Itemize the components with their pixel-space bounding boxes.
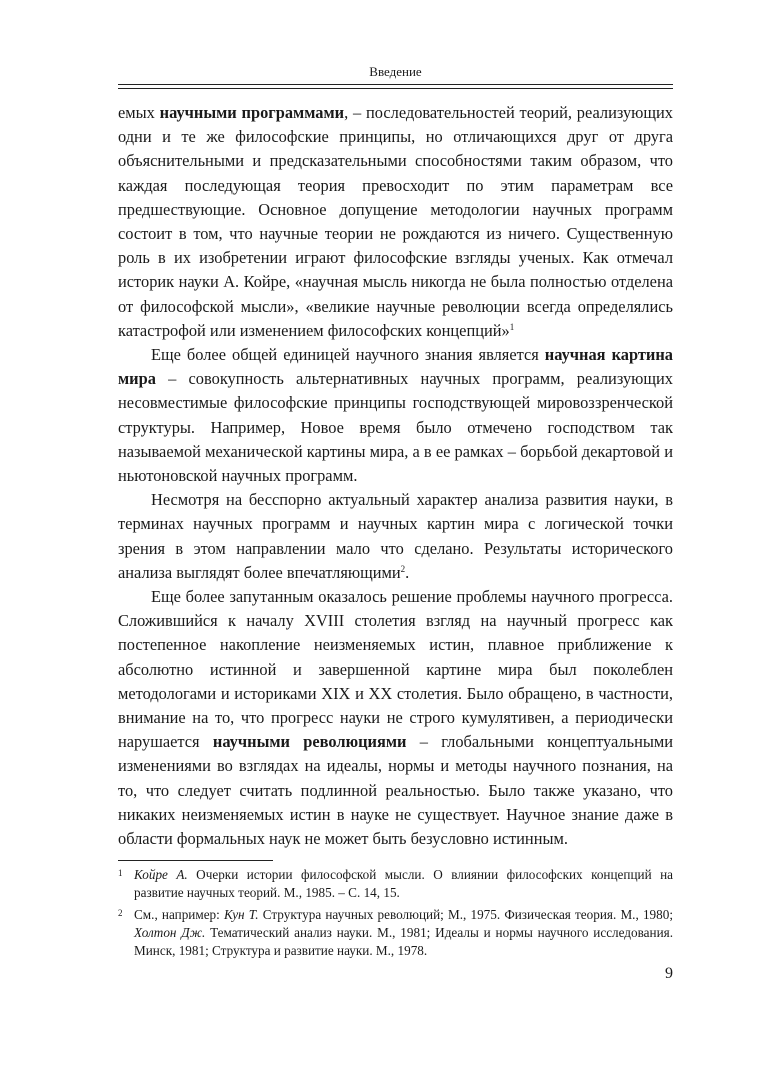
- author-name: Кун Т.: [224, 907, 259, 922]
- text-run: Еще более запутанным оказалось решение проблемы научного прогресса. Сложившийся к началу XVIII столетия взгляд на научный прогресс как постепенное накопление неизменяемых истин, плавное приближение к абсолютно истинной и завершенной картине мира был поколеблен методологами и историками XIX и XX столетия. Было обращено, в частности, внимание на то, что прогресс науки не строго кумулятивен, а периодически нарушается: [118, 587, 673, 752]
- footnotes: [118, 866, 673, 964]
- bold-term: научными революциями: [212, 732, 407, 752]
- paragraph: [118, 585, 673, 851]
- text-run: – глобальными концептуальными изменениями во взглядах на идеалы, нормы и методы научного познания, на то, что следует считать подлинной реальностью. Было также указано, что никаких неизменяемых истин в науке не существует. Научное знание даже в области формальных наук не может быть безусловно истинным.: [118, 732, 674, 849]
- running-header: Введение: [369, 64, 422, 79]
- footnote-ref: 2: [400, 563, 406, 574]
- bold-term: научная картина мира: [118, 345, 673, 389]
- footnote-number: 2: [118, 908, 123, 918]
- header-rule-top: [118, 84, 673, 85]
- text-run: .: [405, 562, 410, 582]
- text-run: Тематический анализ науки. М., 1981; Идеалы и нормы научного исследования. Минск, 1981; Структура и развитие науки. М., 1978.: [134, 925, 673, 958]
- footnote-separator: [118, 860, 273, 861]
- text-run: емых: [118, 103, 160, 122]
- footnote-number: 1: [118, 868, 123, 878]
- text-run: Структура научных революций; М., 1975. Физическая теория. М., 1980;: [258, 907, 673, 922]
- text-run: – совокупность альтернативных научных программ, реализующих несовместимые философские принципы господствующей мировоззренческой структуры. Например, Новое время было отмечено господством так называемой механической картины мира, а в ее рамках – борьбой декартовой и ньютоновской научных программ.: [118, 369, 673, 486]
- footnote-ref: 1: [509, 321, 515, 332]
- author-name: Койре А.: [134, 867, 188, 882]
- paragraph: [118, 343, 673, 488]
- author-name: Холтон Дж.: [134, 925, 206, 940]
- paragraph: [118, 101, 673, 343]
- text-run: См., например:: [134, 907, 224, 922]
- page-number: 9: [665, 965, 673, 982]
- footnote: [118, 906, 673, 960]
- bold-term: научными программами: [159, 103, 345, 122]
- text-run: Еще более общей единицей научного знания является: [151, 345, 545, 365]
- text-run: Несмотря на бесспорно актуальный характер анализа развития науки, в терминах научных программ и научных картин мира с логической точки зрения в этом направлении мало что сделано. Результаты исторического анализа выглядят более впечатляющими: [118, 490, 673, 582]
- main-text: [118, 101, 673, 851]
- text-run: Очерки истории философской мысли. О влиянии философских концепций на развитие научных теорий. М., 1985. – С. 14, 15.: [134, 867, 673, 900]
- paragraph: [118, 488, 673, 585]
- text-run: , – последовательностей теорий, реализующих одни и те же философские принципы, но отличающихся друг от друга объяснительными и предсказательными способностями таким образом, что каждая последующая теория превосходит по этим параметрам все предшествующие. Основное допущение методологии научных программ состоит в том, что научные теории не рождаются из ничего. Существенную роль в их изобретении играют философские взгляды ученых. Как отмечал историк науки А. Койре, «научная мысль никогда не была полностью отделена от философской мысли», «великие научные революции всегда определялись катастрофой или изменением философских концепций»: [118, 103, 673, 340]
- footnote: [118, 866, 673, 902]
- header-rule-bottom: [118, 88, 673, 89]
